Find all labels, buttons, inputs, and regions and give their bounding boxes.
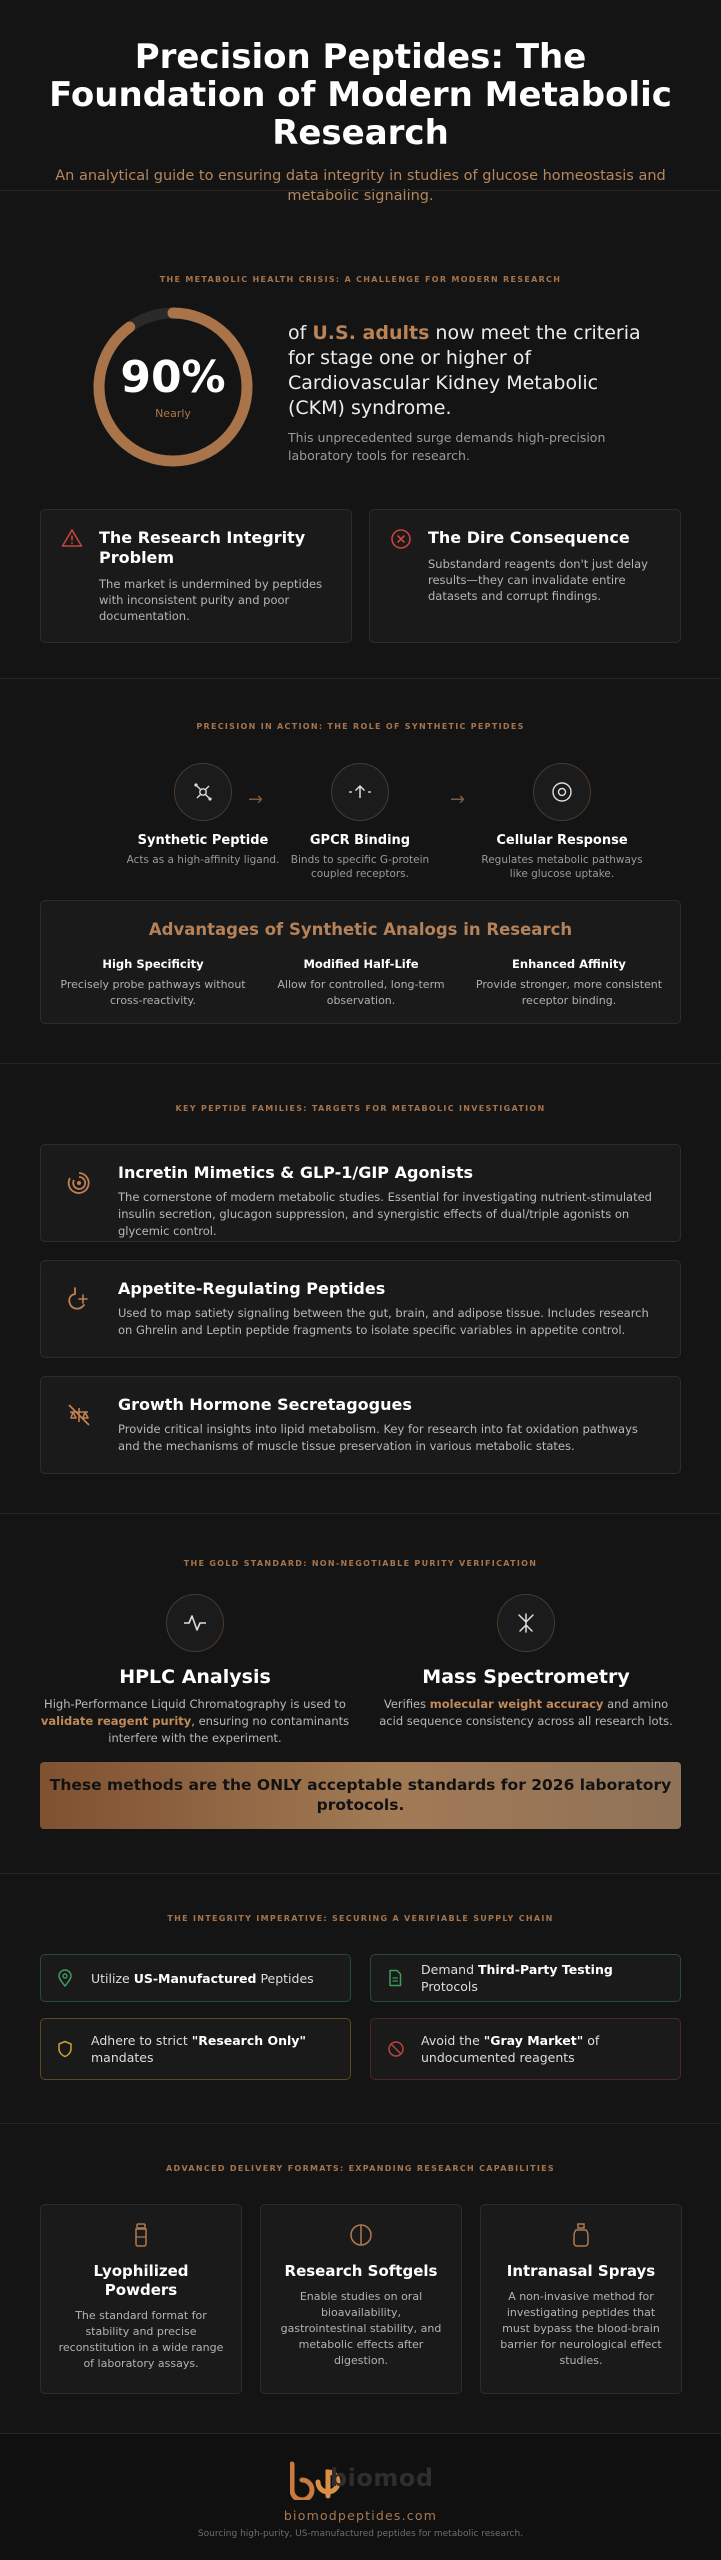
capsule-icon	[346, 2220, 376, 2250]
receptor-icon	[331, 763, 389, 821]
method-mass-spectrometry	[371, 1594, 681, 1730]
standards-banner	[40, 1762, 681, 1829]
step-body: Binds to specific G-protein coupled receptors.	[290, 854, 430, 880]
card-body: The market is undermined by peptides with inconsistent purity and poor documentation.	[99, 577, 323, 623]
checklist-text-post: of undocumented reagents	[421, 2033, 600, 2065]
card-title: The Dire Consequence	[428, 528, 630, 547]
warning-icon	[61, 528, 83, 548]
card-title: The Research Integrity Problem	[99, 528, 306, 567]
family-title: Appetite-Regulating Peptides	[118, 1279, 386, 1298]
waveform-icon	[166, 1594, 224, 1652]
method-title: Mass Spectrometry	[422, 1666, 630, 1688]
advantage-body: Provide stronger, more consistent receptor binding.	[475, 978, 663, 1007]
checklist-bold: Third-Party Testing	[477, 1962, 613, 1977]
integrity-section	[0, 1873, 721, 2123]
spray-bottle-icon	[566, 2220, 596, 2250]
stat-qualifier: Nearly	[155, 407, 191, 420]
step-title: Cellular Response	[496, 833, 628, 848]
checklist-bold: "Gray Market"	[483, 2033, 584, 2048]
family-body: Provide critical insights into lipid metabolism. Key for research into fat oxidation pathways and the mechanisms of muscle tissue preservation in various metabolic states.	[118, 1422, 638, 1453]
checklist-text-pre: Adhere to strict	[91, 2033, 192, 2048]
checklist-bold: US-Manufactured	[133, 1970, 257, 1986]
brand-logo-word: biomod	[330, 2464, 434, 2492]
stat-value: 90%	[120, 352, 226, 403]
dire-consequence-card	[369, 509, 681, 643]
format-body: The standard format for stability and precise reconstitution in a wide range of laboratory assays.	[58, 2309, 224, 2370]
step-title: GPCR Binding	[309, 833, 411, 848]
checklist-text-post: Peptides	[256, 1970, 314, 1986]
checklist-text	[91, 2032, 338, 2066]
family-title: Growth Hormone Secretagogues	[118, 1395, 412, 1414]
stat-note: This unprecedented surge demands high-precision laboratory tools for research.	[288, 430, 606, 463]
section-label: PRECISION IN ACTION: THE ROLE OF SYNTHETIC PEPTIDES	[196, 722, 525, 731]
ban-icon	[387, 2040, 405, 2058]
footer-tagline: Sourcing high-purity, US-manufactured peptides for metabolic research.	[197, 2529, 524, 2539]
banner-text: These methods are the ONLY acceptable standards for 2026 laboratory protocols.	[49, 1776, 672, 1814]
section-label: THE METABOLIC HEALTH CRISIS: A CHALLENGE FOR MODERN RESEARCH	[159, 275, 562, 284]
precision-section	[0, 678, 721, 1063]
method-body-pre: Verifies	[383, 1697, 430, 1711]
method-hplc	[40, 1594, 350, 1747]
format-card-intranasal	[480, 2204, 682, 2394]
checklist-text	[91, 1970, 314, 1987]
format-card-softgels	[260, 2204, 462, 2394]
footer	[0, 2433, 721, 2560]
format-body: A non-invasive method for investigating peptides that must bypass the blood-brain barrier for neurological effect studies.	[500, 2290, 662, 2367]
family-card-appetite	[40, 1260, 681, 1358]
advantages-panel	[40, 900, 681, 1024]
molecule-icon	[174, 763, 232, 821]
step-body: Acts as a high-affinity ligand.	[126, 854, 280, 866]
hero-section	[0, 0, 721, 204]
research-integrity-card	[40, 509, 352, 643]
method-body-pre: High-Performance Liquid Chromatography is used to	[44, 1697, 346, 1711]
family-body: The cornerstone of modern metabolic studies. Essential for investigating nutrient-stimulated insulin secretion, glucagon suppression, and synergistic effects of dual/triple agonists on glycemic control.	[118, 1190, 652, 1238]
checklist-item-third-party-testing	[370, 1954, 681, 2002]
advantage-item	[261, 957, 461, 1009]
advantages-title: Advantages of Synthetic Analogs in Research	[148, 920, 573, 939]
method-body	[40, 1696, 350, 1747]
advantage-item	[53, 957, 253, 1009]
x-circle-icon	[390, 528, 412, 550]
footer-url[interactable]: biomodpeptides.com	[283, 2508, 438, 2523]
step-title: Synthetic Peptide	[137, 833, 269, 848]
location-pin-icon	[57, 1969, 73, 1987]
checklist-text-pre: Utilize	[91, 1970, 134, 1986]
advantage-body: Precisely probe pathways without cross-reactivity.	[60, 978, 246, 1007]
section-label: KEY PEPTIDE FAMILIES: TARGETS FOR METABOLIC INVESTIGATION	[175, 1104, 546, 1113]
method-highlight: molecular weight accuracy	[429, 1697, 604, 1711]
shield-icon	[57, 2040, 73, 2058]
method-body-post: and amino acid sequence consistency across all research lots.	[379, 1697, 673, 1728]
checklist-text-pre: Demand	[421, 1962, 478, 1977]
family-body: Used to map satiety signaling between the gut, brain, and adipose tissue. Includes research on Ghrelin and Leptin peptide fragments to isolate specific variables in appetite control.	[118, 1306, 649, 1337]
format-body: Enable studies on oral bioavailability, gastrointestinal stability, and metabolic effects after digestion.	[280, 2290, 442, 2367]
scale-off-icon	[65, 1401, 93, 1429]
checklist-item-us-manufactured	[40, 1954, 351, 2002]
families-section	[0, 1063, 721, 1513]
crisis-section	[0, 190, 721, 678]
step-cellular-response	[477, 763, 647, 881]
stat-description	[288, 321, 648, 421]
stat-text-highlight: U.S. adults	[312, 322, 430, 344]
section-label: THE INTEGRITY IMPERATIVE: SECURING A VERIFIABLE SUPPLY CHAIN	[167, 1914, 554, 1923]
checklist-text	[421, 2032, 668, 2066]
step-synthetic-peptide	[118, 763, 288, 867]
method-body-post: , ensuring no contaminants interfere with the experiment.	[108, 1714, 350, 1745]
checklist-text-post: mandates	[91, 2050, 154, 2065]
checklist-item-research-only	[40, 2018, 351, 2080]
arrow-right-icon: →	[450, 789, 466, 810]
document-icon	[387, 1969, 403, 1987]
card-body: Substandard reagents don't just delay results—they can invalidate entire datasets and corrupt findings.	[428, 557, 648, 603]
stomach-icon	[65, 1285, 93, 1313]
section-label: ADVANCED DELIVERY FORMATS: EXPANDING RESEARCH CAPABILITIES	[166, 2164, 555, 2173]
format-title: Research Softgels	[284, 2262, 438, 2280]
spiral-icon	[65, 1169, 93, 1197]
step-gpcr-binding	[275, 763, 445, 881]
advantage-title: Modified Half-Life	[303, 957, 419, 971]
formats-section	[0, 2123, 721, 2433]
split-icon	[497, 1594, 555, 1652]
checklist-text-post: Protocols	[421, 1979, 478, 1994]
format-card-lyophilized	[40, 2204, 242, 2394]
stat-text-suffix: now meet the criteria for stage one or higher of Cardiovascular Kidney Metabolic (CKM) syndrome.	[288, 322, 641, 419]
checklist-text	[421, 1961, 668, 1995]
page-subtitle: An analytical guide to ensuring data integrity in studies of glucose homeostasis and metabolic signaling.	[55, 168, 666, 204]
method-title: HPLC Analysis	[119, 1666, 271, 1688]
checklist-item-gray-market	[370, 2018, 681, 2080]
stat-text-prefix: of	[288, 322, 313, 344]
family-title: Incretin Mimetics & GLP-1/GIP Agonists	[118, 1163, 473, 1182]
checklist-bold: "Research Only"	[191, 2033, 306, 2048]
step-body: Regulates metabolic pathways like glucose uptake.	[481, 854, 643, 880]
advantage-title: High Specificity	[102, 957, 204, 971]
target-icon	[533, 763, 591, 821]
format-title: Intranasal Sprays	[506, 2262, 656, 2280]
family-card-growth-hormone	[40, 1376, 681, 1474]
vial-icon	[126, 2220, 156, 2250]
advantage-title: Enhanced Affinity	[512, 957, 626, 971]
format-title: Lyophilized Powders	[93, 2262, 189, 2299]
advantage-item	[469, 957, 669, 1009]
page-title: Precision Peptides: The Foundation of Modern Metabolic Research	[49, 37, 672, 153]
family-card-incretin	[40, 1144, 681, 1242]
gold-standard-section	[0, 1513, 721, 1873]
checklist-text-pre: Avoid the	[421, 2033, 484, 2048]
method-highlight: validate reagent purity	[40, 1714, 192, 1728]
section-label: THE GOLD STANDARD: NON-NEGOTIABLE PURITY VERIFICATION	[183, 1559, 538, 1568]
method-body	[371, 1696, 681, 1730]
arrow-right-icon: →	[248, 789, 264, 810]
advantage-body: Allow for controlled, long-term observation.	[277, 978, 445, 1007]
